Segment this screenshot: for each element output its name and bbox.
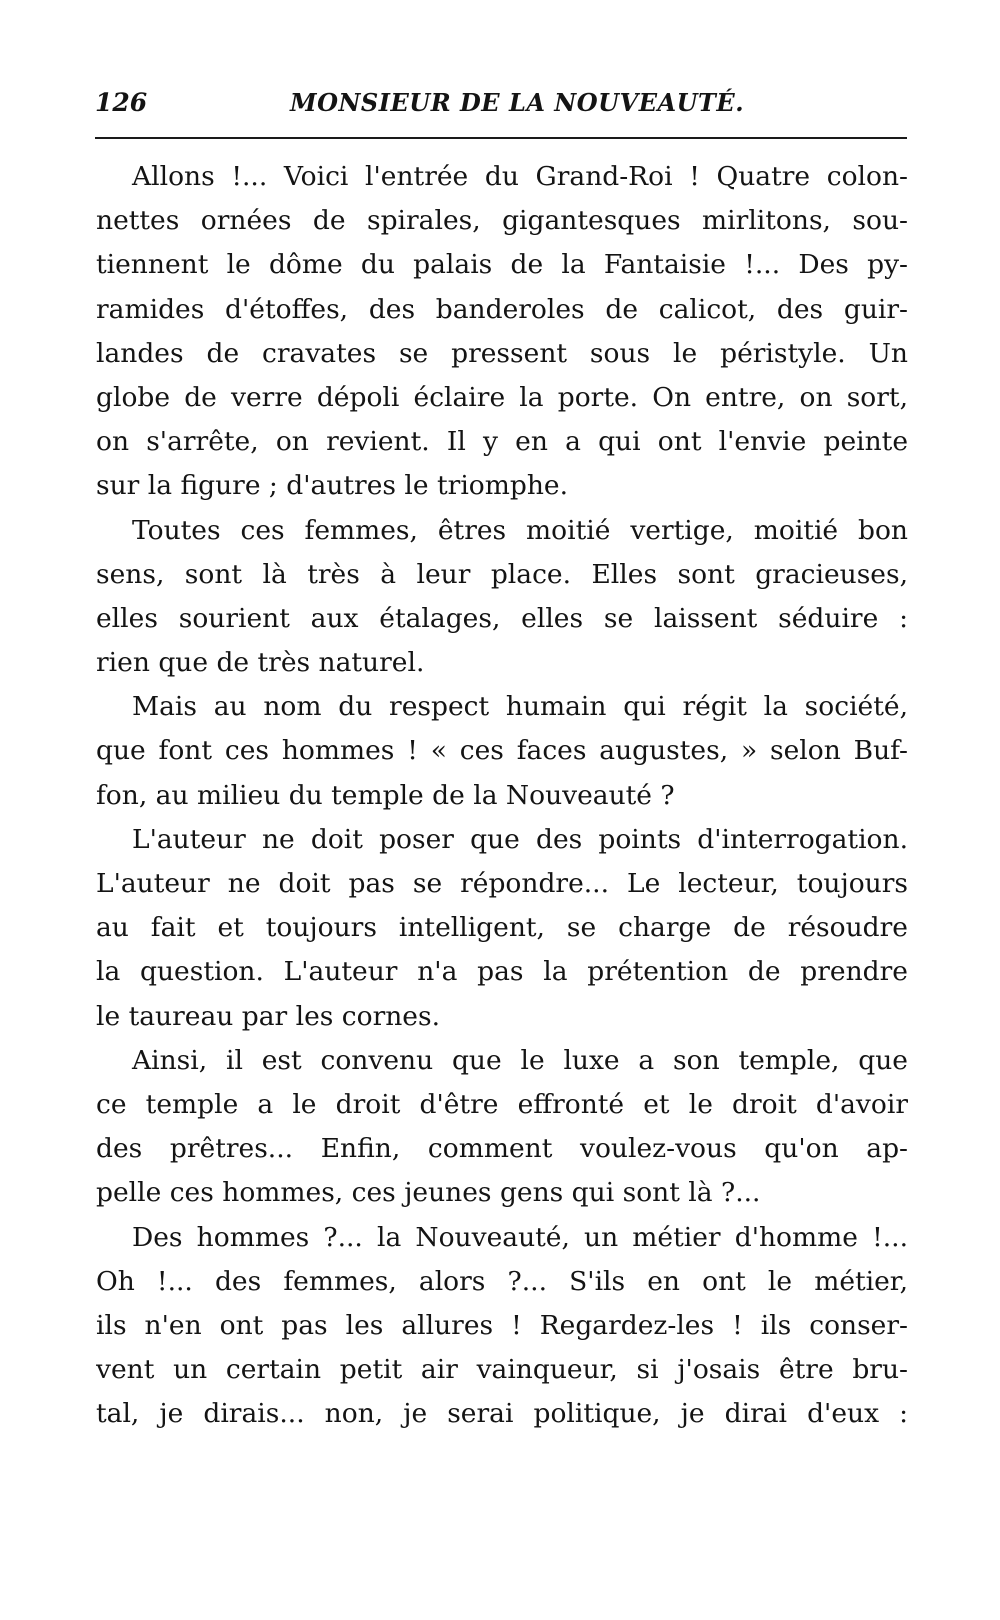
text-line: L'auteur ne doit poser que des points d'interrogation.: [132, 823, 908, 855]
text-line: le taureau par les cornes.: [96, 1000, 441, 1032]
text-line: pelle ces hommes, ces jeunes gens qui sont là ?...: [96, 1177, 761, 1209]
text-line: ce temple a le droit d'être effronté et le droit d'avoir: [96, 1088, 908, 1120]
text-line: Toutes ces femmes, êtres moitié vertige, moitié bon: [132, 514, 908, 546]
body-text: [96, 155, 908, 1436]
text-line: la question. L'auteur n'a pas la prétention de prendre: [96, 956, 908, 988]
text-line: Des hommes ?... la Nouveauté, un métier d'homme !...: [132, 1221, 908, 1253]
text-line: tiennent le dôme du palais de la Fantaisie !... Des py-: [96, 249, 908, 281]
text-line: sur la figure ; d'autres le triomphe.: [96, 470, 569, 502]
text-line: tal, je dirais... non, je serai politique, je dirai d'eux :: [96, 1398, 908, 1430]
text-line: landes de cravates se pressent sous le péristyle. Un: [96, 337, 908, 369]
text-line: des prêtres... Enfin, comment voulez-vous qu'on ap-: [96, 1133, 908, 1165]
page-number: 126: [95, 88, 148, 117]
text-line: au fait et toujours intelligent, se charge de résoudre: [96, 912, 908, 944]
text-line: Ainsi, il est convenu que le luxe a son temple, que: [132, 1044, 908, 1076]
text-line: L'auteur ne doit pas se répondre... Le lecteur, toujours: [96, 868, 908, 899]
header-rule: [95, 137, 907, 139]
text-line: sens, sont là très à leur place. Elles sont gracieuses,: [96, 558, 908, 590]
text-line: que font ces hommes ! « ces faces augustes, » selon Buf-: [96, 735, 908, 767]
text-line: Allons !... Voici l'entrée du Grand-Roi ! Quatre colon-: [132, 161, 908, 192]
text-line: vent un certain petit air vainqueur, si j'osais être bru-: [96, 1354, 908, 1386]
text-line: ramides d'étoffes, des banderoles de calicot, des guir-: [96, 293, 908, 325]
text-line: elles sourient aux étalages, elles se laissent séduire :: [96, 602, 908, 634]
running-title: MONSIEUR DE LA NOUVEAUTÉ.: [290, 88, 745, 117]
text-line: ils n'en ont pas les allures ! Regardez-les ! ils conser-: [96, 1309, 908, 1341]
text-line: globe de verre dépoli éclaire la porte. On entre, on sort,: [96, 381, 908, 413]
text-line: Oh !... des femmes, alors ?... S'ils en ont le métier,: [96, 1265, 908, 1297]
text-line: fon, au milieu du temple de la Nouveauté ?: [96, 779, 675, 811]
text-line: Mais au nom du respect humain qui régit la société,: [132, 691, 908, 723]
running-head: [95, 88, 905, 124]
text-line: nettes ornées de spirales, gigantesques mirlitons, sou-: [96, 205, 908, 237]
text-line: rien que de très naturel.: [96, 647, 425, 679]
text-line: on s'arrête, on revient. Il y en a qui ont l'envie peinte: [96, 426, 908, 458]
